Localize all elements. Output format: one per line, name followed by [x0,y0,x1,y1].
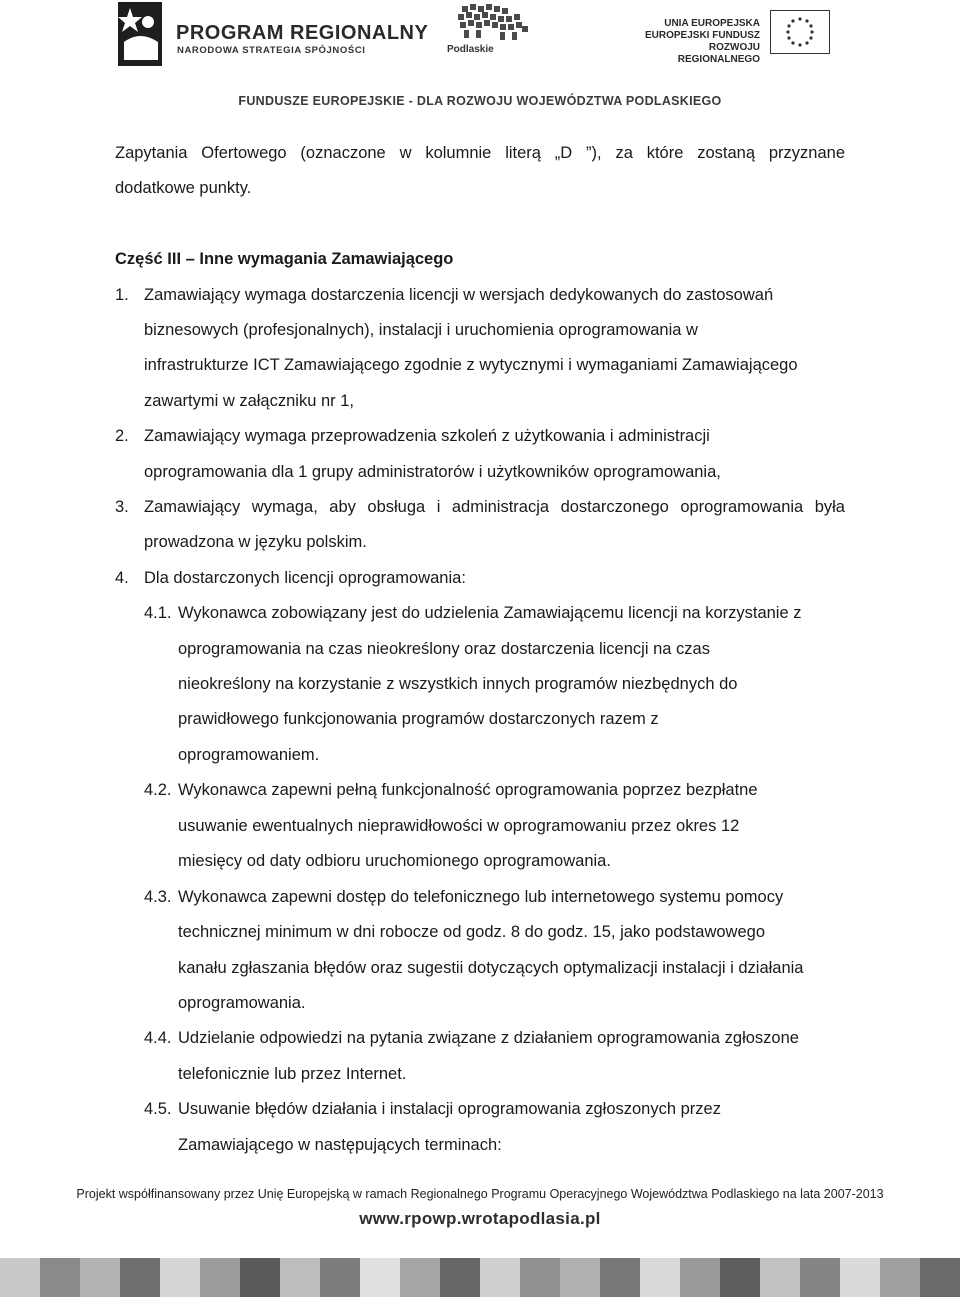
strip-block [520,1258,560,1297]
subitem-number: 4.5. [144,1100,172,1118]
strip-block [800,1258,840,1297]
subitem-line: Wykonawca zapewni pełną funkcjonalność oprogramowania poprzez bezpłatne [178,781,758,799]
subitem-line: technicznej minimum w dni robocze od godz. 8 do godz. 15, jako podstawowego [178,923,766,941]
item-number: 1. [115,286,129,304]
item-line: infrastrukturze ICT Zamawiającego zgodnie z wytycznymi i wymaganiami Zamawiającego [144,356,798,374]
funds-tagline: FUNDUSZE EUROPEJSKIE - DLA ROZWOJU WOJEWÓDZTWA PODLASKIEGO [238,94,722,108]
eu-flag-icon [770,10,830,54]
footer-url: www.rpowp.wrotapodlasia.pl [359,1209,601,1228]
item-line: prowadzona w języku polskim. [144,533,367,551]
strip-block [880,1258,920,1297]
intro-line-2: dodatkowe punkty. [115,179,252,197]
strip-block [560,1258,600,1297]
strip-block [160,1258,200,1297]
program-regional-logo-icon [118,2,162,66]
item-number: 4. [115,569,129,587]
program-title: PROGRAM REGIONALNY [176,22,429,44]
subitem-line: kanału zgłaszania błędów oraz sugestii dotyczących optymalizacji instalacji i działania [178,959,804,977]
subitem-number: 4.3. [144,888,172,906]
strip-block [240,1258,280,1297]
strip-block [400,1258,440,1297]
strip-block [680,1258,720,1297]
strip-block [600,1258,640,1297]
item-line: zawartymi w załączniku nr 1, [144,392,354,410]
subitem-number: 4.1. [144,604,172,622]
intro-line-1: Zapytania Ofertowego (oznaczone w kolumnie literą „D ”), za które zostaną przyznane [115,144,845,162]
subitem-line: Udzielanie odpowiedzi na pytania związane z działaniem oprogramowania zgłoszone [178,1029,799,1047]
strip-block [720,1258,760,1297]
subitem-line: Zamawiającego w następujących terminach: [178,1136,502,1154]
strip-block [760,1258,800,1297]
strip-block [40,1258,80,1297]
subitem-line: oprogramowaniem. [178,746,320,764]
strip-block [920,1258,960,1297]
subitem-number: 4.2. [144,781,172,799]
subitem-line: Wykonawca zapewni dostęp do telefonicznego lub internetowego systemu pomocy [178,888,784,906]
item-number: 3. [115,498,129,516]
subitem-number: 4.4. [144,1029,172,1047]
item-line: biznesowych (profesjonalnych), instalacji i uruchomienia oprogramowania w [144,321,698,339]
strip-block [320,1258,360,1297]
subitem-line: miesięcy od daty odbioru uruchomionego oprogramowania. [178,852,611,870]
eu-line-3: ROZWOJU REGIONALNEGO [677,42,760,65]
strip-block [440,1258,480,1297]
subitem-line: prawidłowego funkcjonowania programów dostarczonych razem z [178,710,659,728]
podlaskie-bison-logo-icon [440,2,544,50]
item-line: oprogramowania dla 1 grupy administratorów i użytkowników oprogramowania, [144,463,721,481]
subitem-line: usuwanie ewentualnych nieprawidłowości w oprogramowaniu przez okres 12 [178,817,740,835]
subitem-line: oprogramowania na czas nieokreślony oraz dostarczenia licencji na czas [178,640,710,658]
strip-block [480,1258,520,1297]
item-line: Zamawiający wymaga przeprowadzenia szkoleń z użytkowania i administracji [144,427,710,445]
item-number: 2. [115,427,129,445]
strip-block [80,1258,120,1297]
item-line: Zamawiający wymaga, aby obsługa i administracja dostarczonego oprogramowania była [144,498,845,516]
subitem-line: nieokreślony na korzystanie z wszystkich innych programów niezbędnych do [178,675,738,693]
item-line: Zamawiający wymaga dostarczenia licencji w wersjach dedykowanych do zastosowań [144,286,774,304]
strip-block [200,1258,240,1297]
item-line: Dla dostarczonych licencji oprogramowania: [144,569,466,587]
strip-block [120,1258,160,1297]
strip-block [840,1258,880,1297]
program-subtitle: NARODOWA STRATEGIA SPÓJNOŚCI [177,45,366,56]
section-title: Część III – Inne wymagania Zamawiającego [115,250,454,268]
strip-block [360,1258,400,1297]
eu-line-1: UNIA EUROPEJSKA [664,18,760,29]
strip-block [280,1258,320,1297]
subitem-line: Wykonawca zobowiązany jest do udzielenia Zamawiającemu licencji na korzystanie z [178,604,802,622]
eu-line-2: EUROPEJSKI FUNDUSZ [644,30,760,41]
subitem-line: Usuwanie błędów działania i instalacji oprogramowania zgłoszonych przez [178,1100,721,1118]
eu-fund-label [640,18,760,66]
decorative-bottom-strip [0,1258,960,1297]
subitem-line: telefonicznie lub przez Internet. [178,1065,407,1083]
strip-block [640,1258,680,1297]
subitem-line: oprogramowania. [178,994,306,1012]
strip-block [0,1258,40,1297]
footer-project-line: Projekt współfinansowany przez Unię Europejską w ramach Regionalnego Programu Operacyjnego Województwa Podlaskiego na lata 2007-2013 [76,1187,884,1201]
region-name: Podlaskie [447,44,494,55]
